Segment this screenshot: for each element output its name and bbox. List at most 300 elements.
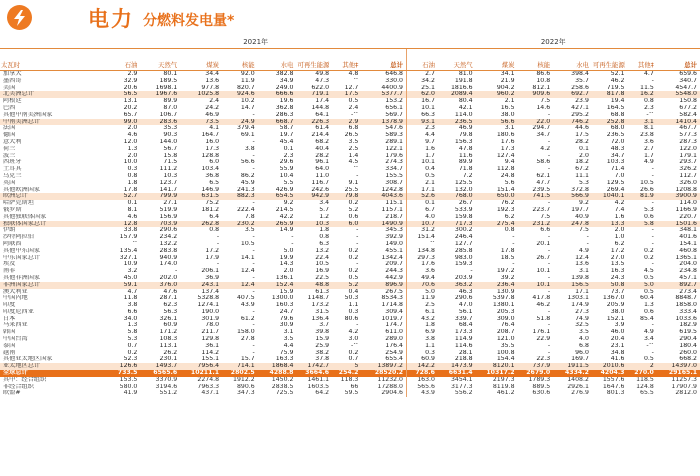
row-label: 马来西亚: [3, 322, 28, 329]
cell-y2022: 20.4: [610, 336, 625, 343]
cell-y2022: 89.9: [458, 159, 473, 166]
table-row: [0, 98, 700, 105]
cell-y2021: 103.4: [201, 166, 220, 173]
cell-y2022: -: [512, 240, 515, 247]
cell-y2022: 909.6: [518, 91, 554, 98]
cell-y2021: 17.9: [205, 254, 220, 261]
table-row: [0, 282, 700, 289]
cell-y2022: 3.6: [643, 138, 654, 145]
cell-y2022: 46.2: [610, 77, 625, 84]
cell-y2022: 2.0: [579, 152, 589, 159]
cell-y2022: 34.7: [536, 132, 551, 139]
cell-y2021: 47.3: [315, 77, 330, 84]
cell-y2021: 249.0: [275, 84, 294, 91]
cell-y2022: 297.3: [407, 255, 438, 262]
cell-y2021: 10.5: [315, 261, 330, 268]
cell-y2021: 3.5: [244, 227, 255, 234]
cell-y2021: 611.0: [385, 329, 403, 336]
cell-y2021: 64.0: [315, 166, 330, 173]
cell-y2021: 20.6: [123, 84, 138, 91]
cell-y2021: 2838.5: [271, 383, 294, 390]
cell-y2022: 630.6: [532, 390, 551, 397]
cell-y2022: 4204.3: [592, 370, 628, 377]
column-header-y2022: 核能: [518, 49, 554, 71]
cell-y2022: 6.2: [504, 213, 515, 220]
cell-y2021: 4400.9: [381, 84, 403, 91]
cell-y2021: 569.7: [385, 111, 403, 118]
cell-y2022: 290.4: [679, 336, 697, 343]
cell-y2021: 1967.6: [140, 91, 180, 98]
cell-y2021: 283.6: [140, 119, 180, 126]
cell-y2022: 23.8: [640, 132, 654, 139]
cell-y2021: 703.9: [140, 221, 180, 228]
cell-y2021: 174.0: [159, 261, 178, 268]
cell-y2022: 269.4: [606, 186, 625, 193]
cell-y2021: 22.5: [315, 274, 330, 281]
cell-y2022: 28.2: [575, 138, 589, 145]
cell-y2021: 1.2: [319, 213, 330, 220]
table-row: [0, 370, 700, 377]
cell-y2021: 8.1: [127, 206, 138, 213]
cell-y2022: 9.2: [579, 200, 589, 207]
cell-y2021: 0.7: [348, 356, 359, 363]
cell-y2021: -: [356, 227, 359, 234]
cell-y2021: 589.3: [385, 132, 403, 139]
cell-y2021: 234.2: [159, 234, 178, 241]
cell-y2021: 25.5: [344, 186, 359, 193]
cell-y2021: 0.2: [348, 254, 359, 261]
cell-y2021: 45.0: [123, 274, 138, 281]
cell-y2021: -: [252, 234, 255, 241]
cell-y2021: 1378.9: [361, 119, 406, 126]
cell-y2021: -^: [350, 342, 359, 349]
cell-y2022: 205.9: [606, 302, 625, 309]
table-row: [0, 295, 700, 302]
cell-y2021: 274.3: [385, 159, 403, 166]
cell-y2022: 142.2: [407, 363, 438, 370]
row-label: 其他亚太地区国家: [3, 356, 53, 363]
cell-y2022: 32.5: [575, 322, 589, 329]
cell-y2021: 26.2: [163, 349, 178, 356]
cell-y2021: 5: [332, 363, 361, 370]
cell-y2021: 0.2: [348, 349, 359, 356]
cell-y2021: ^: [132, 240, 138, 247]
cell-y2021: 106.7: [159, 111, 178, 118]
cell-y2022: 3.1: [628, 119, 657, 126]
cell-y2021: 2.4: [348, 104, 359, 111]
cell-y2022: 2.1: [504, 98, 515, 105]
table-row: [0, 187, 700, 194]
cell-y2022: 34.7: [610, 152, 625, 159]
cell-y2022: 7.0: [614, 172, 625, 179]
cell-y2021: 283.8: [159, 247, 178, 254]
cell-y2022: 10.1: [407, 105, 438, 112]
cell-y2021: 66: [350, 383, 359, 390]
cell-y2022: 650.0: [476, 193, 518, 200]
cell-y2021: -: [252, 138, 255, 145]
cell-y2021: 3664.6: [296, 370, 332, 377]
cell-y2022: 234.8: [679, 268, 697, 275]
cell-y2021: 71.5: [163, 159, 178, 166]
cell-y2022: 339.7: [454, 315, 473, 322]
cell-y2021: 56.6: [240, 159, 255, 166]
table-row: [0, 363, 700, 370]
cell-y2021: 2802.5: [222, 370, 258, 377]
cell-y2021: 61.4: [315, 125, 330, 132]
cell-y2022: 659.6: [679, 70, 697, 77]
cell-y2022: 42.1: [458, 104, 473, 111]
cell-y2021: 28520.2: [361, 370, 406, 377]
cell-y2022: 728.6: [407, 370, 438, 377]
cell-y2022: 10.7: [407, 221, 438, 228]
cell-y2021: 3.5: [283, 336, 294, 343]
cell-y2021: 181.2: [201, 206, 220, 213]
cell-y2021: 16.9: [315, 268, 330, 275]
cell-y2022: -: [547, 234, 551, 241]
cell-y2021: 309.4: [385, 308, 403, 315]
cell-y2022: 2.7: [643, 145, 654, 152]
cell-y2022: 1647.6: [602, 383, 625, 390]
cell-y2021: 40.4: [315, 145, 330, 152]
cell-y2022: 16.2: [628, 91, 657, 98]
cell-y2021: 17288.0: [377, 383, 403, 390]
cell-y2021: 129.8: [201, 336, 220, 343]
cell-y2022: 96.0: [575, 349, 589, 356]
cell-y2022: 8.1: [643, 125, 654, 132]
cell-y2021: -: [174, 268, 178, 275]
cell-y2021: -: [252, 111, 255, 118]
cell-y2021: 924.6: [222, 91, 258, 98]
cell-y2021: 114.2: [201, 349, 220, 356]
cell-y2022: 27.3: [575, 308, 589, 315]
cell-y2022: 16.3: [610, 268, 625, 275]
cell-y2021: 5328.8: [197, 295, 220, 302]
row-label: 西班牙: [3, 159, 22, 166]
cell-y2021: 10.0: [123, 159, 138, 166]
cell-y2022: 1.6: [614, 213, 625, 220]
cell-y2022: 668.2: [679, 356, 697, 363]
cell-y2022: 231.2: [518, 221, 554, 228]
column-header-row: [0, 49, 700, 71]
cell-y2022: 66.3: [407, 112, 438, 119]
cell-y2022: 38.0: [610, 308, 625, 315]
cell-y2022: -: [547, 261, 551, 268]
cell-y2022: 58.6: [536, 159, 551, 166]
row-label: 乌克兰: [3, 172, 22, 179]
cell-y2022: -: [651, 172, 654, 179]
cell-y2021: ^: [353, 77, 359, 84]
cell-y2021: 22.4: [315, 254, 330, 261]
cell-y2022: 2.1: [407, 180, 438, 187]
cell-y2021: 13897.2: [361, 363, 406, 370]
cell-y2021: -: [216, 240, 220, 247]
cell-y2021: 9.2: [283, 200, 294, 207]
cell-y2021: 144.0: [159, 138, 178, 145]
cell-y2021: 6.8: [348, 125, 359, 132]
cell-y2021: 12.8: [105, 221, 141, 228]
cell-y2021: 301.9: [201, 315, 220, 322]
row-label: 其他欧洲国家: [3, 186, 41, 193]
table-row: [0, 207, 700, 214]
cell-y2021: 111.2: [159, 166, 178, 173]
cell-y2021: 34.4: [205, 70, 220, 77]
cell-y2022: 10.1: [536, 268, 551, 275]
cell-y2022: 326.2: [679, 166, 697, 173]
cell-y2021: 10211.1: [180, 370, 222, 377]
cell-y2022: 7.2: [462, 172, 473, 179]
cell-y2021: 87.0: [163, 104, 178, 111]
cell-y2021: 455.1: [385, 247, 403, 254]
cell-y2022: 73.7: [610, 288, 625, 295]
cell-y2021: 61.2: [240, 315, 255, 322]
cell-y2021: 4.1: [209, 125, 220, 132]
cell-y2022: 348.1: [679, 227, 697, 234]
cell-y2022: 1816.6: [450, 84, 473, 91]
cell-y2021: 11.0: [315, 172, 330, 179]
cell-y2021: 3194.6: [155, 383, 178, 390]
cell-y2022: 48.3: [610, 145, 625, 152]
cell-y2022: 295.2: [571, 111, 589, 118]
cell-y2022: 44.6: [575, 125, 589, 132]
year-2022-header: 2022年: [407, 37, 700, 49]
cell-y2021: 799.9: [140, 193, 180, 200]
cell-y2021: 5377.7: [361, 91, 406, 98]
cell-y2022: 3.6: [407, 268, 438, 275]
cell-y2022: 130.9: [496, 288, 515, 295]
cell-y2021: 152.4: [258, 282, 297, 289]
row-label: 中南美洲总计: [0, 119, 105, 126]
cell-y2021: 4.5: [348, 159, 359, 166]
column-header-y2022: 可再生能源: [592, 49, 628, 71]
cell-y2022: 22.3: [536, 356, 551, 363]
cell-y2022: 7.5: [579, 227, 589, 234]
cell-y2021: 2.5: [348, 145, 359, 152]
cell-y2022: 0.5: [643, 274, 654, 281]
cell-y2021: 6.0: [332, 221, 361, 228]
cell-y2021: 222.4: [236, 206, 255, 213]
cell-y2022: 1.6: [407, 146, 438, 153]
cell-y2021: 13.2: [315, 247, 330, 254]
cell-y2021: 442.9: [385, 274, 403, 281]
cell-y2021: 0.6: [348, 213, 359, 220]
row-label: 全球总计: [0, 370, 105, 377]
column-header-y2021: 总计: [361, 49, 406, 71]
cell-y2021: 126.6: [105, 363, 141, 370]
row-label: 非洲国家总计: [0, 282, 105, 289]
row-label: 其他非洲国家: [3, 274, 41, 281]
cell-y2021: 2.9: [332, 119, 361, 126]
row-label: 澳大利亚: [3, 288, 28, 295]
cell-y2021: 3.4: [319, 200, 330, 207]
cell-y2022: 10.5: [640, 179, 654, 186]
cell-y2022: 14397.0: [657, 363, 700, 370]
cell-y2022: 18.2: [575, 159, 589, 166]
cell-y2021: 42.2: [279, 213, 294, 220]
cell-y2021: 655.4: [385, 356, 403, 363]
cell-y2021: 11.8: [123, 295, 138, 302]
cell-y2022: 273.4: [679, 288, 697, 295]
cell-y2021: 16.0: [205, 138, 220, 145]
cell-y2021: 1342.4: [381, 254, 403, 261]
cell-y2022: 192.3: [496, 206, 515, 213]
cell-y2022: 1473.9: [438, 363, 476, 370]
cell-y2021: 3370.9: [155, 376, 178, 383]
cell-y2022: 16.7: [407, 98, 438, 105]
cell-y2021: 0.3: [348, 308, 359, 315]
cell-y2022: 5.0: [407, 289, 438, 296]
row-label: 俄罗斯: [3, 206, 22, 213]
table-row: [0, 119, 700, 126]
cell-y2021: 46.9: [205, 111, 220, 118]
cell-y2021: 3.0: [348, 336, 359, 343]
cell-y2021: 519.9: [159, 206, 178, 213]
cell-y2021: -: [252, 274, 255, 281]
cell-y2022: 0.8: [643, 98, 654, 105]
cell-y2021: 14.1: [240, 254, 255, 261]
cell-y2022: 427.1: [571, 104, 589, 111]
cell-y2022: 293.7: [679, 159, 697, 166]
row-label: 欧盟#: [3, 390, 21, 397]
cell-y2022: 1410.4: [657, 119, 700, 126]
cell-y2022: 2.0: [614, 227, 625, 234]
cell-y2021: 9.1: [348, 179, 359, 186]
row-label: 法国: [3, 125, 16, 132]
cell-y2021: -: [252, 308, 255, 315]
cell-y2021: -: [291, 234, 294, 241]
cell-y2022: 81.0: [458, 70, 473, 77]
cell-y2021: 12.4: [222, 282, 258, 289]
cell-y2021: -: [216, 234, 220, 241]
cell-y2021: 17.2: [205, 247, 220, 254]
cell-y2021: -: [252, 247, 255, 254]
table-row: [0, 173, 700, 180]
table-row: [0, 214, 700, 221]
cell-y2021: 1.8: [127, 179, 138, 186]
table-row: [0, 261, 700, 268]
cell-y2022: 252.8: [592, 119, 628, 126]
cell-y2021: 75.9: [279, 349, 294, 356]
cell-y2021: 78.0: [205, 322, 220, 329]
cell-y2021: 287.1: [159, 295, 178, 302]
cell-y2021: 92.0: [240, 70, 255, 77]
cell-y2022: 127.4: [496, 152, 515, 159]
cell-y2021: 547.6: [385, 125, 403, 132]
cell-y2022: 556.2: [454, 390, 473, 397]
cell-y2022: -^: [646, 342, 654, 349]
cell-y2022: 300.2: [454, 227, 473, 234]
cell-y2022: 0.4: [407, 166, 438, 173]
cell-y2022: 1367.0: [602, 295, 625, 302]
cell-y2022: 159.8: [454, 213, 473, 220]
cell-y2022: 79.8: [458, 132, 473, 139]
cell-y2022: 10.1: [518, 282, 554, 289]
cell-y2022: 21.9: [500, 77, 515, 84]
cell-y2021: 10.3: [296, 221, 332, 228]
cell-y2021: 241.3: [236, 186, 255, 193]
column-header-y2021: 可再生能源: [296, 49, 332, 71]
cell-y2021: 171.2: [159, 329, 178, 336]
cell-y2021: 1157.1: [381, 206, 403, 213]
cell-y2021: 48.8: [296, 282, 332, 289]
cell-y2022: 132.0: [454, 186, 473, 193]
cell-y2021: 2.4: [209, 98, 220, 105]
cell-y2021: 58.7: [279, 125, 294, 132]
cell-y2021: 14.3: [279, 261, 294, 268]
cell-y2021: -: [252, 288, 255, 295]
cell-y2021: 7963.3: [197, 383, 220, 390]
cell-y2022: 16.5: [500, 104, 515, 111]
cell-y2022: 4334.2: [553, 370, 592, 377]
cell-y2022: 417.8: [532, 295, 551, 302]
cell-y2022: -: [547, 166, 551, 173]
cell-y2022: 68.8: [610, 111, 625, 118]
cell-y2021: 14.7: [240, 104, 255, 111]
row-label: 印度尼西亚: [3, 308, 34, 315]
cell-y2022: -: [547, 349, 551, 356]
cell-y2021: 86.2: [240, 172, 255, 179]
cell-y2022: 7.4: [614, 206, 625, 213]
cell-y2022: 164.5: [606, 104, 625, 111]
cell-y2022: 566.9: [553, 193, 592, 200]
cell-y2022: 56.1: [458, 308, 473, 315]
cell-y2022: 892.7: [657, 282, 700, 289]
cell-y2022: 121.0: [496, 336, 515, 343]
cell-y2022: 1408.2: [567, 376, 589, 383]
cell-y2021: 52.3: [123, 356, 138, 363]
cell-y2021: 156.9: [159, 213, 178, 220]
cell-y2022: 309.0: [496, 315, 515, 322]
cell-y2021: 14.9: [279, 227, 294, 234]
cell-y2022: -: [547, 322, 551, 329]
table-row: [0, 193, 700, 200]
cell-y2022: 7.5: [540, 213, 551, 220]
cell-y2021: 977.8: [201, 84, 220, 91]
cell-y2022: 27.0: [610, 254, 625, 261]
cell-y2022: 1.7: [643, 152, 654, 159]
cell-y2021: 896.9: [361, 282, 406, 289]
cell-y2022: 28.1: [458, 349, 473, 356]
table-row: [0, 343, 700, 350]
cell-y2021: 330.0: [385, 77, 403, 84]
table-row: [0, 132, 700, 139]
column-header-y2021: 其他‡: [332, 49, 361, 71]
cell-y2021: 714.1: [222, 363, 258, 370]
cell-y2021: 376.0: [140, 282, 180, 289]
cell-y2022: 71.4: [610, 166, 625, 173]
table-row: [0, 377, 700, 384]
cell-y2021: 1868.4: [258, 363, 297, 370]
cell-y2022: 1501.6: [657, 221, 700, 228]
cell-y2021: 128.8: [201, 152, 220, 159]
cell-y2022: 4.9: [643, 159, 654, 166]
cell-y2022: 457.1: [679, 274, 697, 281]
table-row: [0, 78, 700, 85]
cell-y2022: 461.2: [496, 390, 515, 397]
cell-y2021: 24.7: [279, 308, 294, 315]
cell-y2022: 11.6: [458, 152, 473, 159]
cell-y2021: 0.2: [348, 247, 359, 254]
cell-y2022: 258.6: [571, 84, 589, 91]
cell-y2022: 13.3: [592, 221, 628, 228]
cell-y2021: 39.8: [315, 329, 330, 336]
cell-y2021: 2.0: [127, 152, 138, 159]
cell-y2022: 746.2: [553, 119, 592, 126]
cell-y2022: -: [512, 234, 515, 241]
cell-y2021: 3.8: [127, 302, 138, 309]
cell-y2022: 960.2: [476, 91, 518, 98]
column-header-y2021: 天然气: [140, 49, 180, 71]
cell-y2022: 817.8: [592, 91, 628, 98]
